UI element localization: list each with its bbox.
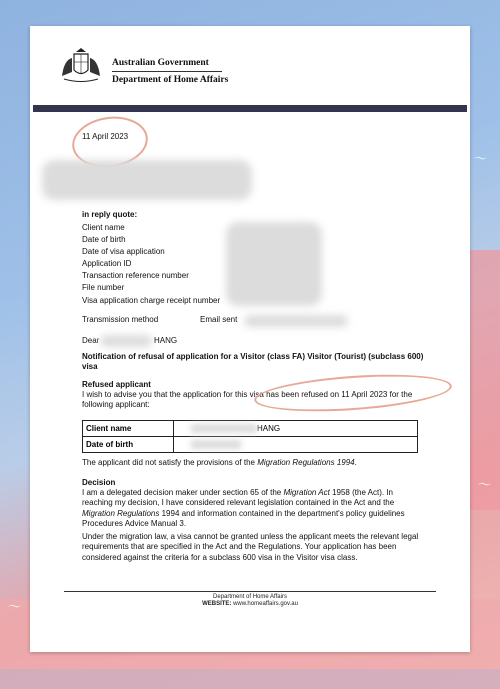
redacted-address [42,160,252,200]
table-row [83,421,418,437]
salutation: Dear [82,336,100,345]
redacted-client-name [191,424,257,433]
reply-item: Visa application charge receipt number [82,295,221,305]
decision-text: 1958 (the Act). In reaching my decision, I have considered relevant legislation contained in the Act and the [82,488,395,508]
bird-decoration: 〜 [474,151,488,166]
act-reference: Migration Act [283,488,330,497]
header-band [33,105,467,112]
decision-paragraph [82,488,424,530]
website-link[interactable]: www.homeaffairs.gov.au [233,601,298,607]
reply-quote-heading: in reply quote: [82,210,138,219]
table-row [83,437,418,453]
bird-decoration: 〜 [8,599,22,614]
footer-department: Department of Home Affairs [213,594,287,600]
reply-item: Date of visa application [82,247,165,257]
not-satisfied-text [82,458,422,468]
transmission-label: Transmission method [82,315,159,324]
refused-applicant-text: I wish to advise you that the application for this visa has been refused on 11 April 2023 for the following applicant: [82,390,413,410]
salutation-name: HANG [154,336,178,345]
footer-divider [64,591,436,592]
dob-value [174,437,418,453]
client-name-label: Client name [83,421,174,437]
government-name: Australian Government [112,58,209,68]
redacted-dob [191,440,241,449]
reply-item: Client name [82,223,125,232]
reply-item: Application ID [82,259,132,269]
decision-text: I am a delegated decision maker under section 65 of the [82,488,284,497]
migration-law-paragraph: Under the migration law, a visa cannot be granted unless the applicant meets the relevant legal requirements that are specified in the Act and the Regulations. Your application has been considered against the criteria for a subclass 600 visa in the Visitor visa class. [82,532,419,562]
regulations-reference: Migration Regulations [82,508,160,518]
dob-label: Date of birth [83,437,174,453]
bird-decoration: 〜 [478,477,492,492]
reply-item: Date of birth [82,235,126,245]
reply-item: File number [82,283,125,293]
reply-quote-list [82,222,220,307]
refusal-annotation-circle [253,369,453,417]
not-satisfied-suffix: . [354,458,357,467]
department-name: Department of Home Affairs [112,75,229,85]
notification-heading: Notification of refusal of application for a Visitor (class FA) Visitor (Tourist) (subclass 600) visa [82,352,424,372]
refused-applicant-heading: Refused applicant [82,380,151,389]
applicant-table [82,420,418,453]
footer-website [30,601,470,607]
regulations-reference: Migration Regulations 1994 [257,458,355,467]
coat-of-arms-icon [56,46,106,84]
letterhead-divider [112,71,222,72]
redacted-email [244,315,348,327]
letter-date: 11 April 2023 [82,132,129,141]
client-name-visible: HANG [257,423,281,433]
client-name-value [174,421,418,437]
reply-item: Transaction reference number [82,271,189,281]
letter-page [30,26,470,652]
not-satisfied-prefix: The applicant did not satisfy the provisions of the [82,458,258,467]
decision-heading: Decision [82,478,116,487]
transmission-value: Email sent [200,315,238,324]
website-label: WEBSITE: [202,601,232,607]
decision-text: 1994 and information contained in the department's policy guidelines Procedures Advice Manual 3. [82,508,405,529]
redacted-name [100,335,152,347]
redacted-reference-values [226,222,322,306]
